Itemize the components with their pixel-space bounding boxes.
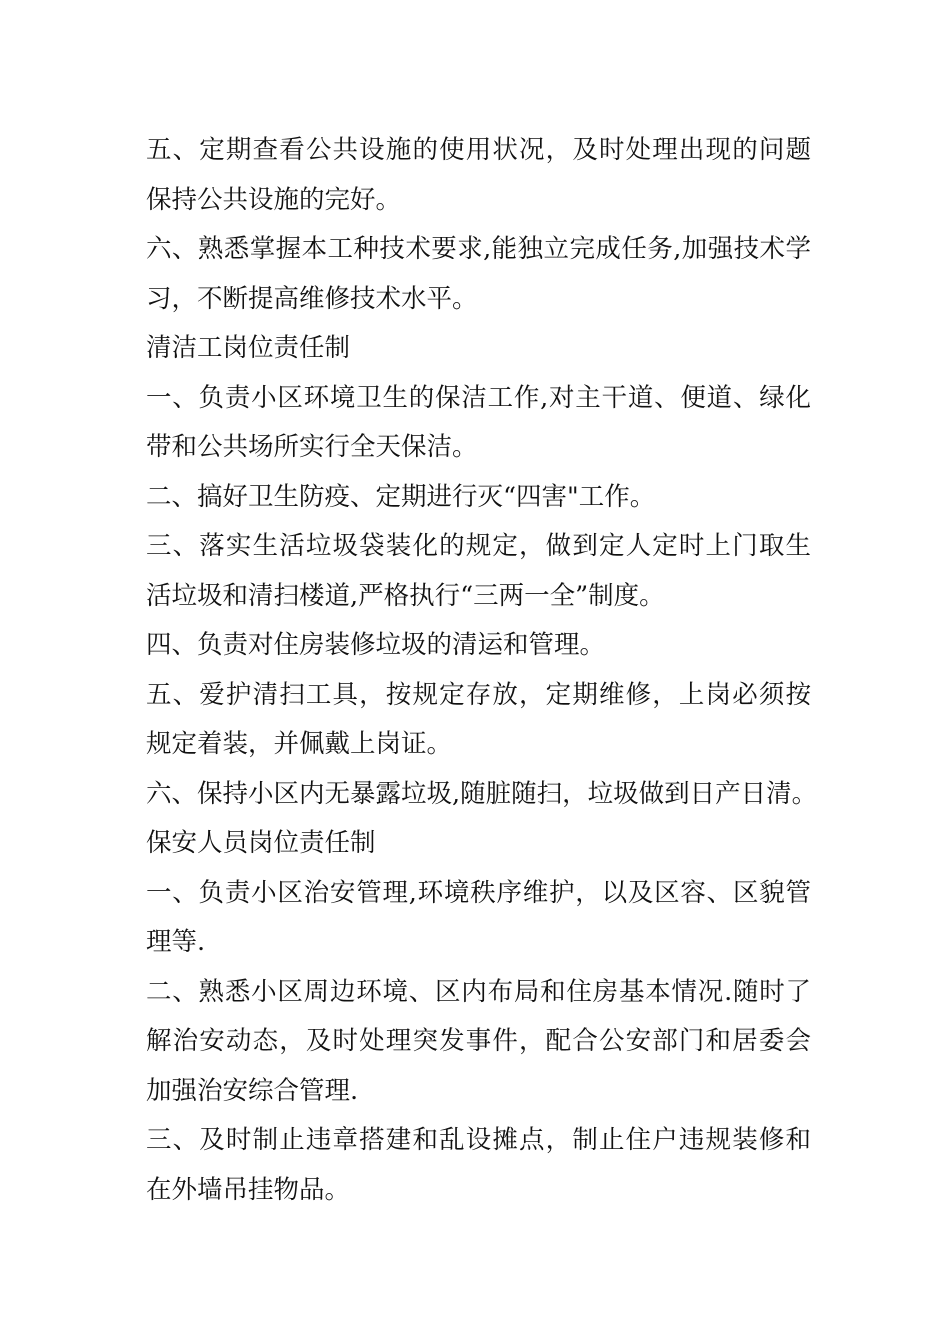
text-line-7: 带和公共场所实行全天保洁。	[146, 432, 478, 462]
text-line-6: 一、负责小区环境卫生的保洁工作,对主干道、便道、绿化	[146, 382, 811, 413]
text-line-2: 保持公共设施的完好。	[146, 184, 402, 215]
text-line-11: 四、负责对住房装修垃圾的清运和管理。	[146, 630, 606, 660]
text-line-13: 规定着装，并佩戴上岗证。	[146, 729, 453, 759]
text-line-17: 理等.	[146, 927, 206, 957]
text-line-1: 五、定期查看公共设施的使用状况，及时处理出现的问题	[146, 135, 811, 165]
text-line-19: 解治安动态，及时处理突发事件，配合公安部门和居委会	[146, 1026, 811, 1056]
document-body	[146, 126, 818, 1215]
text-line-4: 习，不断提高维修技术水平。	[146, 283, 478, 314]
text-line-20: 加强治安综合管理.	[146, 1075, 359, 1106]
text-line-21: 三、及时制止违章搭建和乱设摊点，制止住户违规装修和	[146, 1125, 811, 1155]
text-line-22: 在外墙吊挂物品。	[146, 1174, 351, 1205]
text-line-16: 一、负责小区治安管理,环境秩序维护，以及区容、区貌管	[146, 877, 811, 908]
text-line-3: 六、熟悉掌握本工种技术要求,能独立完成任务,加强技术学	[146, 234, 811, 264]
text-line-18: 二、熟悉小区周边环境、区内布局和住房基本情况.随时了	[146, 976, 811, 1007]
section-heading-security: 保安人员岗位责任制	[146, 828, 376, 858]
text-line-14: 六、保持小区内无暴露垃圾,随脏随扫，垃圾做到日产日清。	[146, 778, 818, 809]
text-line-10: 活垃圾和清扫楼道,严格执行“三两一全”制度。	[146, 580, 665, 611]
text-line-8: 二、搞好卫生防疫、定期进行灭“四害"工作。	[146, 481, 656, 512]
section-heading-cleaner: 清洁工岗位责任制	[146, 333, 351, 363]
text-line-9: 三、落实生活垃圾袋装化的规定，做到定人定时上门取生	[146, 531, 811, 561]
text-line-12: 五、爱护清扫工具，按规定存放，定期维修，上岗必须按	[146, 679, 811, 710]
